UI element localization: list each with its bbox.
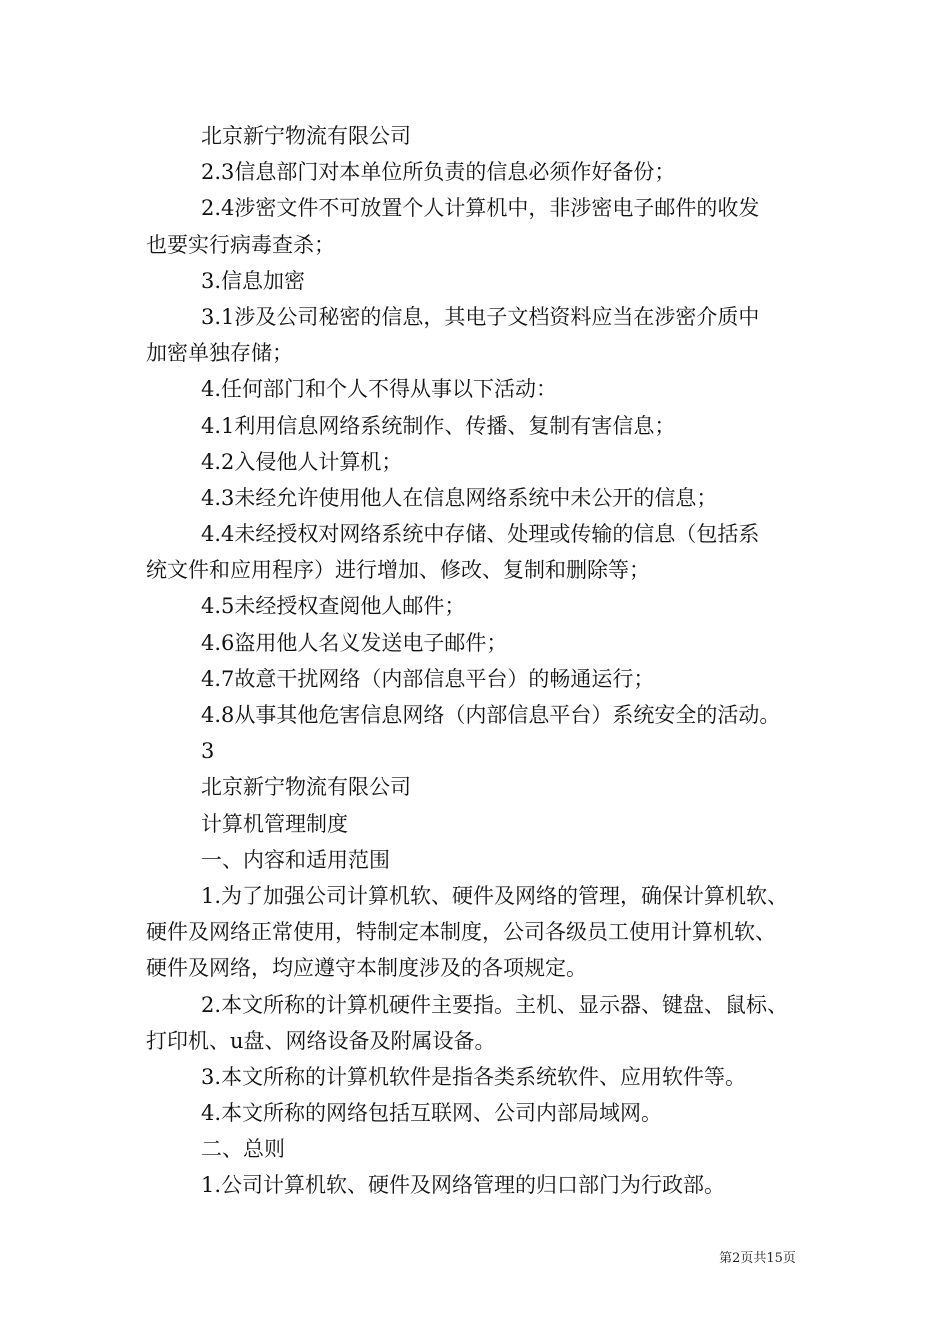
text-line: 4.1利用信息网络系统制作、传播、复制有害信息； bbox=[201, 413, 676, 438]
text-line: 4.3未经允许使用他人在信息网络系统中未公开的信息； bbox=[201, 485, 718, 510]
text-line: 计算机管理制度 bbox=[201, 811, 348, 836]
text-line: 2.3信息部门对本单位所负责的信息必须作好备份； bbox=[201, 160, 676, 185]
text-line: 4.5未经授权查阅他人邮件； bbox=[201, 594, 466, 619]
text-line: 3 bbox=[201, 739, 215, 764]
text-line: 4.4未经授权对网络系统中存储、处理或传输的信息（包括系 bbox=[201, 522, 760, 547]
text-line: 二、总则 bbox=[201, 1137, 285, 1162]
footer-suffix: 页 bbox=[782, 1251, 796, 1266]
text-line: 统文件和应用程序）进行增加、修改、复制和删除等； bbox=[146, 558, 650, 583]
text-line: 硬件及网络，均应遵守本制度涉及的各项规定。 bbox=[146, 956, 587, 981]
document-body bbox=[146, 118, 826, 1204]
text-line: 4.7故意干扰网络（内部信息平台）的畅通运行； bbox=[201, 666, 655, 691]
text-line: 4.8从事其他危害信息网络（内部信息平台）系统安全的活动。 bbox=[201, 703, 781, 727]
page-footer bbox=[0, 1247, 950, 1266]
text-line: 3.本文所称的计算机软件是指各类系统软件、应用软件等。 bbox=[201, 1064, 747, 1089]
text-line: 北京新宁物流有限公司 bbox=[201, 124, 411, 148]
text-line: 4.本文所称的网络包括互联网、公司内部局域网。 bbox=[201, 1101, 663, 1126]
text-line: 1.公司计算机软、硬件及网络管理的归口部门为行政部。 bbox=[201, 1173, 726, 1198]
text-line: 也要实行病毒查杀； bbox=[146, 232, 335, 257]
footer-total-pages: 15 bbox=[766, 1251, 783, 1266]
text-line: 北京新宁物流有限公司 bbox=[201, 775, 411, 800]
text-line: 3.信息加密 bbox=[201, 268, 306, 293]
text-line: 加密单独存储； bbox=[146, 341, 293, 366]
text-line: 硬件及网络正常使用，特制定本制度，公司各级员工使用计算机软、 bbox=[146, 920, 776, 945]
text-line: 1.为了加强公司计算机软、硬件及网络的管理，确保计算机软、 bbox=[201, 883, 789, 908]
text-line: 2.4涉密文件不可放置个人计算机中，非涉密电子邮件的收发 bbox=[201, 196, 760, 221]
text-line: 3.1涉及公司秘密的信息，其电子文档资料应当在涉密介质中 bbox=[201, 304, 760, 329]
text-line: 4.6盗用他人名义发送电子邮件； bbox=[201, 630, 508, 655]
footer-prefix: 第 bbox=[719, 1251, 733, 1266]
text-line: 4.2入侵他人计算机； bbox=[201, 449, 403, 474]
text-line: 一、内容和适用范围 bbox=[201, 847, 390, 872]
text-line: 打印机、u盘、网络设备及附属设备。 bbox=[146, 1028, 496, 1053]
footer-page-number: 2 bbox=[732, 1251, 741, 1266]
footer-middle: 页共 bbox=[740, 1251, 767, 1266]
text-line: 4.任何部门和个人不得从事以下活动： bbox=[201, 377, 558, 402]
text-line: 2.本文所称的计算机硬件主要指。主机、显示器、键盘、鼠标、 bbox=[201, 992, 789, 1017]
